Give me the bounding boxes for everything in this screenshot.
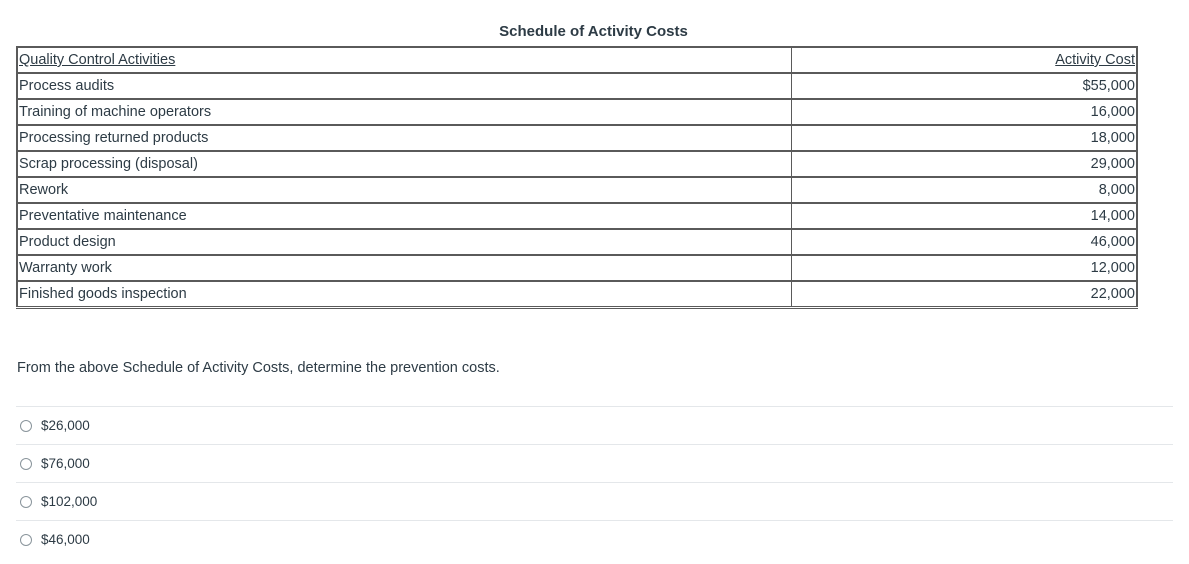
radio-button[interactable] (20, 496, 32, 508)
activity-name: Product design (17, 229, 792, 255)
answer-option[interactable] (16, 406, 1173, 444)
table-row (17, 255, 1137, 281)
answer-options (16, 406, 1173, 558)
table-row (17, 177, 1137, 203)
activity-name: Preventative maintenance (17, 203, 792, 229)
table-row (17, 99, 1137, 125)
table-row (17, 125, 1137, 151)
activity-cost-table (16, 46, 1138, 309)
activity-cost: 8,000 (792, 177, 1138, 203)
radio-button[interactable] (20, 458, 32, 470)
answer-option[interactable] (16, 482, 1173, 520)
activity-cost: 46,000 (792, 229, 1138, 255)
column-header-cost: Activity Cost (792, 47, 1138, 73)
radio-button[interactable] (20, 420, 32, 432)
activity-name: Warranty work (17, 255, 792, 281)
table-row (17, 73, 1137, 99)
table-row (17, 203, 1137, 229)
answer-option-label: $76,000 (41, 456, 90, 471)
schedule-title-text: Schedule of Activity Costs (499, 23, 688, 40)
radio-button[interactable] (20, 534, 32, 546)
activity-cost: 12,000 (792, 255, 1138, 281)
answer-option-label: $26,000 (41, 418, 90, 433)
activity-cost: 18,000 (792, 125, 1138, 151)
answer-option-label: $46,000 (41, 532, 90, 547)
answer-option-label: $102,000 (41, 494, 98, 509)
activity-name: Finished goods inspection (17, 281, 792, 308)
table-header-row (17, 47, 1137, 73)
activity-name: Process audits (17, 73, 792, 99)
activity-name: Processing returned products (17, 125, 792, 151)
answer-option[interactable] (16, 444, 1173, 482)
activity-cost: 16,000 (792, 99, 1138, 125)
activity-cost: 14,000 (792, 203, 1138, 229)
table-row (17, 281, 1137, 308)
activity-name: Training of machine operators (17, 99, 792, 125)
table-row (17, 229, 1137, 255)
question-text: From the above Schedule of Activity Costs, determine the prevention costs. (17, 360, 500, 376)
activity-cost: 22,000 (792, 281, 1138, 308)
table-row (17, 151, 1137, 177)
activity-name: Rework (17, 177, 792, 203)
activity-cost: $55,000 (792, 73, 1138, 99)
activity-name: Scrap processing (disposal) (17, 151, 792, 177)
schedule-title (0, 23, 1189, 40)
column-header-activity: Quality Control Activities (17, 47, 792, 73)
activity-cost: 29,000 (792, 151, 1138, 177)
answer-option[interactable] (16, 520, 1173, 558)
